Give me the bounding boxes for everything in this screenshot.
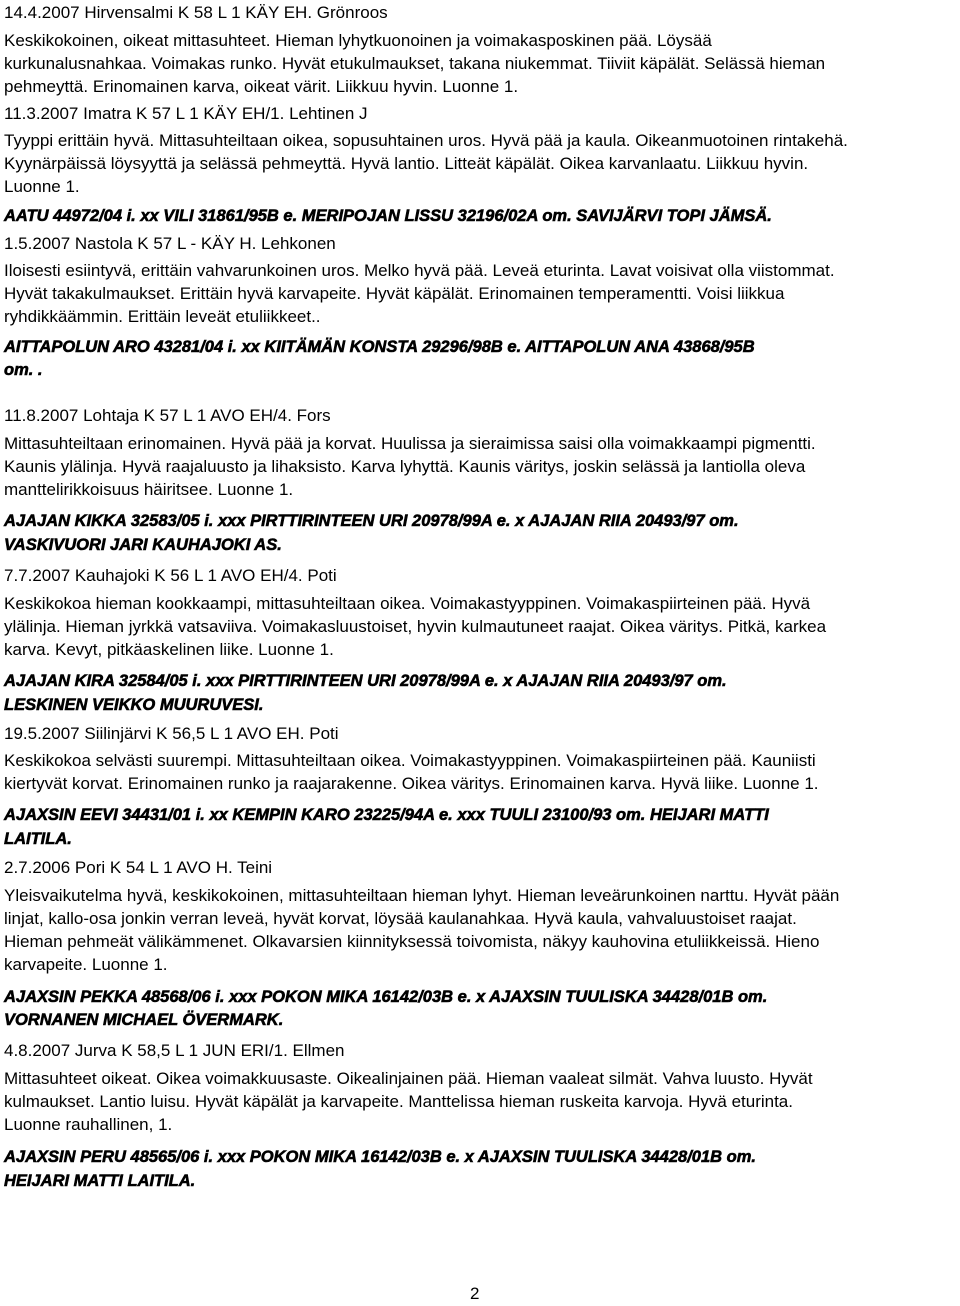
critique-line: Yleisvaikutelma hyvä, keskikokoinen, mittasuhteiltaan hieman lyhyt. Hieman leveärunkoinen narttu. Hyvät pään bbox=[4, 886, 840, 905]
critique-line: Hieman pehmeät välikämmenet. Olkavarsien kiinnityksessä toivomista, näkyy kauhovina etuliikkeissä. Hieno bbox=[4, 932, 820, 951]
entry-heading-line: 19.5.2007 Siilinjärvi K 56,5 L 1 AVO EH. Poti bbox=[4, 724, 339, 743]
critique-line: Kyynärpäissä löysyyttä ja selässä pehmeyttä. Hyvä lantio. Litteät käpälät. Oikea karvanlaatu. Liikkuu hyvin. bbox=[4, 154, 809, 173]
entry-heading-line: 11.3.2007 Imatra K 57 L 1 KÄY EH/1. Lehtinen J bbox=[4, 104, 368, 123]
entry-heading-line: 7.7.2007 Kauhajoki K 56 L 1 AVO EH/4. Poti bbox=[4, 566, 337, 585]
pedigree-line: AJAXSIN PEKKA 48568/06 i. xxx POKON MIKA 16142/03B e. x AJAXSIN TUULISKA 34428/01B om. bbox=[4, 988, 768, 1006]
critique-line: Luonne rauhallinen, 1. bbox=[4, 1115, 173, 1134]
pedigree-line: AJAJAN KIRA 32584/05 i. xxx PIRTTIRINTEEN URI 20978/99A e. x AJAJAN RIIA 20493/97 om. bbox=[4, 672, 727, 690]
pedigree-line: AATU 44972/04 i. xx VILI 31861/95B e. MERIPOJAN LISSU 32196/02A om. SAVIJÄRVI TOPI JÄMSÄ. bbox=[4, 207, 772, 225]
pedigree-line: LAITILA. bbox=[4, 830, 72, 848]
critique-line: Keskikokoinen, oikeat mittasuhteet. Hieman lyhytkuonoinen ja voimakasposkinen pää. Löysää bbox=[4, 31, 712, 50]
critique-line: Mittasuhteiltaan erinomainen. Hyvä pää ja korvat. Huulissa ja sieraimissa saisi olla voimakkaampi pigmentti. bbox=[4, 434, 816, 453]
entry-heading-line: 14.4.2007 Hirvensalmi K 58 L 1 KÄY EH. Grönroos bbox=[4, 3, 388, 22]
pedigree-line: HEIJARI MATTI LAITILA. bbox=[4, 1172, 196, 1190]
critique-line: kiertyvät korvat. Erinomainen runko ja raajarakenne. Oikea väritys. Erinomainen karva. Hyvä liike. Luonne 1. bbox=[4, 774, 819, 793]
critique-line: Luonne 1. bbox=[4, 177, 80, 196]
critique-line: Keskikokoa selvästi suurempi. Mittasuhteiltaan oikea. Voimakastyyppinen. Voimakaspiirteinen pää. Kauniisti bbox=[4, 751, 816, 770]
pedigree-line: AITTAPOLUN ARO 43281/04 i. xx KIITÄMÄN KONSTA 29296/98B e. AITTAPOLUN ANA 43868/95B bbox=[4, 338, 755, 356]
critique-line: kurkunalusnahkaa. Voimakas runko. Hyvät etukulmaukset, takana niukemmat. Tiiviit käpälät. Selässä hieman bbox=[4, 54, 826, 73]
critique-line: linjat, kallo-osa jonkin verran leveä, hyvät korvat, löysää kaulanahkaa. Hyvä kaula, vahvaluustoiset raajat. bbox=[4, 909, 797, 928]
pedigree-line: LESKINEN VEIKKO MUURUVESI. bbox=[4, 696, 264, 714]
critique-line: Tyyppi erittäin hyvä. Mittasuhteiltaan oikea, sopusuhtainen uros. Hyvä pää ja kaula. Oikeanmuotoinen rintakehä. bbox=[4, 131, 848, 150]
critique-line: karva. Kevyt, pitkäaskelinen liike. Luonne 1. bbox=[4, 640, 334, 659]
critique-line: manttelirikkoisuus häiritsee. Luonne 1. bbox=[4, 480, 294, 499]
critique-line: Mittasuhteet oikeat. Oikea voimakkuusaste. Oikealinjainen pää. Hieman vaaleat silmät. Vahva luusto. Hyvät bbox=[4, 1069, 813, 1088]
critique-line: Iloisesti esiintyvä, erittäin vahvarunkoinen uros. Melko hyvä pää. Leveä eturinta. Lavat voisivat olla viistommat. bbox=[4, 261, 835, 280]
pedigree-line: VORNANEN MICHAEL ÖVERMARK. bbox=[4, 1011, 284, 1029]
critique-line: pehmeyttä. Erinomainen karva, oikeat värit. Liikkuu hyvin. Luonne 1. bbox=[4, 77, 519, 96]
critique-line: kulmaukset. Lantio luisu. Hyvät käpälät ja karvapeite. Manttelissa hieman ruskeita karvoja. Hyvä eturinta. bbox=[4, 1092, 793, 1111]
pedigree-line: AJAJAN KIKKA 32583/05 i. xxx PIRTTIRINTEEN URI 20978/99A e. x AJAJAN RIIA 20493/97 om. bbox=[4, 512, 739, 530]
critique-line: karvapeite. Luonne 1. bbox=[4, 955, 168, 974]
entry-heading-line: 1.5.2007 Nastola K 57 L - KÄY H. Lehkonen bbox=[4, 234, 336, 253]
pedigree-line: om. . bbox=[4, 361, 43, 379]
entry-heading-line: 2.7.2006 Pori K 54 L 1 AVO H. Teini bbox=[4, 858, 273, 877]
critique-line: ryhdikkäämmin. Erittäin leveät etuliikkeet.. bbox=[4, 307, 321, 326]
pedigree-line: AJAXSIN PERU 48565/06 i. xxx POKON MIKA 16142/03B e. x AJAXSIN TUULISKA 34428/01B om. bbox=[4, 1148, 756, 1166]
entry-heading-line: 4.8.2007 Jurva K 58,5 L 1 JUN ERI/1. Ellmen bbox=[4, 1041, 345, 1060]
critique-line: ylälinja. Hieman jyrkkä vatsaviiva. Voimakasluustoiset, hyvin kulmautuneet raajat. Oikea väritys. Pitkä, karkea bbox=[4, 617, 827, 636]
critique-line: Kaunis ylälinja. Hyvä raajaluusto ja lihaksisto. Karva lyhyttä. Kaunis väritys, joskin selässä ja lantiolla oleva bbox=[4, 457, 806, 476]
pedigree-line: AJAXSIN EEVI 34431/01 i. xx KEMPIN KARO 23225/94A e. xxx TUULI 23100/93 om. HEIJARI MATTI bbox=[4, 806, 769, 824]
page-number: 2 bbox=[470, 1284, 480, 1303]
entry-heading-line: 11.8.2007 Lohtaja K 57 L 1 AVO EH/4. Fors bbox=[4, 406, 331, 425]
critique-line: Hyvät takakulmaukset. Erittäin hyvä karvapeite. Hyvät käpälät. Erinomainen temperamentti. Voisi liikkua bbox=[4, 284, 785, 303]
critique-line: Keskikokoa hieman kookkaampi, mittasuhteiltaan oikea. Voimakastyyppinen. Voimakaspiirteinen pää. Hyvä bbox=[4, 594, 811, 613]
pedigree-line: VASKIVUORI JARI KAUHAJOKI AS. bbox=[4, 536, 282, 554]
